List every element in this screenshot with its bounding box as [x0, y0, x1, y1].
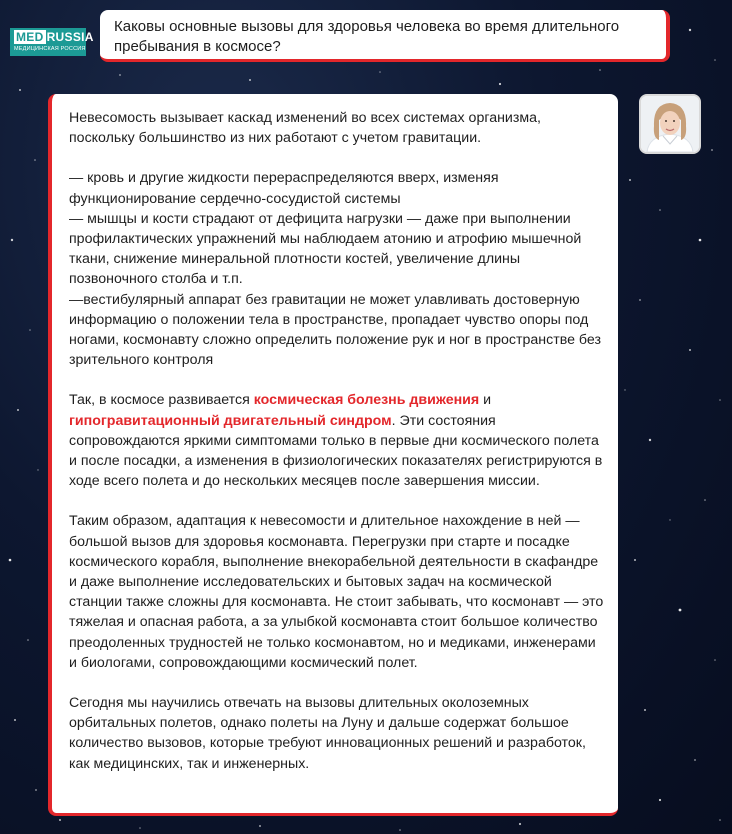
answer-intro: Невесомость вызывает каскад изменений во всех системах организма, поскольку большинство из них работают с учетом гравитации.	[69, 110, 541, 147]
effect-item-musculoskeletal: — мышцы и кости страдают от дефицита нагрузки — даже при выполнении профилактических упражнений мы наблюдаем атонию и атрофию мышечной ткани, снижение минеральной плотности костей, увеличение длины позвоночного столба и т.п.	[69, 210, 582, 288]
medrussia-logo	[10, 28, 94, 56]
answer-bubble	[48, 94, 618, 816]
effect-item-circulation: — кровь и другие жидкости перераспределяются вверх, изменяя функционирование сердечно-сосудистой системы	[69, 170, 499, 207]
term-space-motion-sickness: космическая болезнь движения	[253, 392, 480, 409]
avatar	[639, 94, 701, 154]
syndromes-and: и	[479, 392, 492, 409]
answer-syndromes	[69, 390, 604, 491]
question-text: Каковы основные вызовы для здоровья человека во время длительного пребывания в космосе?	[114, 18, 620, 55]
syndromes-intro: Так, в космосе развивается	[69, 392, 254, 409]
logo-med: MED	[16, 30, 44, 44]
answer-outlook: Сегодня мы научились отвечать на вызовы длительных околоземных орбитальных полетов, однако полеты на Луну и дальше содержат большое количество вызовов, которые требуют инновационных решений и разработок, как медицинских, так и инженерных.	[69, 695, 586, 772]
answer-conclusion: Таким образом, адаптация к невесомости и длительное нахождение в ней — большой вызов для здоровья космонавта. Перегрузки при старте и посадке космического корабля, выполнение внекорабельной деятельности в скафандре и даже выполнение исследовательских и бытовых задач на космической станции также сложны для космонавта. Не стоит забывать, что космонавт — это тяжелая и опасная работа, а за улыбкой космонавта стоит большое количество преодоленных трудностей не только космонавтом, но и медиками, инженерами и биологами, сопровождающими космический полет.	[69, 513, 604, 671]
term-hypogravity-syndrome: гипогравитационный двигательный синдром	[69, 412, 392, 429]
effect-item-vestibular: —вестибулярный аппарат без гравитации не может улавливать достоверную информацию о положении тела в пространстве, пропадает чувство опоры под ногами, космонавту сложно определить положение рук и ног в пространстве без зрительного контроля	[69, 291, 601, 369]
logo-russia: RUSSIA	[46, 30, 94, 44]
avatar-portrait	[641, 96, 699, 152]
syndromes-rest: . Эти состояния сопровождаются яркими симптомами только в первые дни космического полета и после посадки, а изменения в физиологических показателях регистрируются в ходе всего полета и до нескольких месяцев после завершения миссии.	[69, 412, 603, 490]
answer-effects-list	[69, 168, 604, 370]
question-bubble	[100, 10, 670, 62]
logo-subtitle: МЕДИЦИНСКАЯ РОССИЯ	[14, 46, 86, 52]
